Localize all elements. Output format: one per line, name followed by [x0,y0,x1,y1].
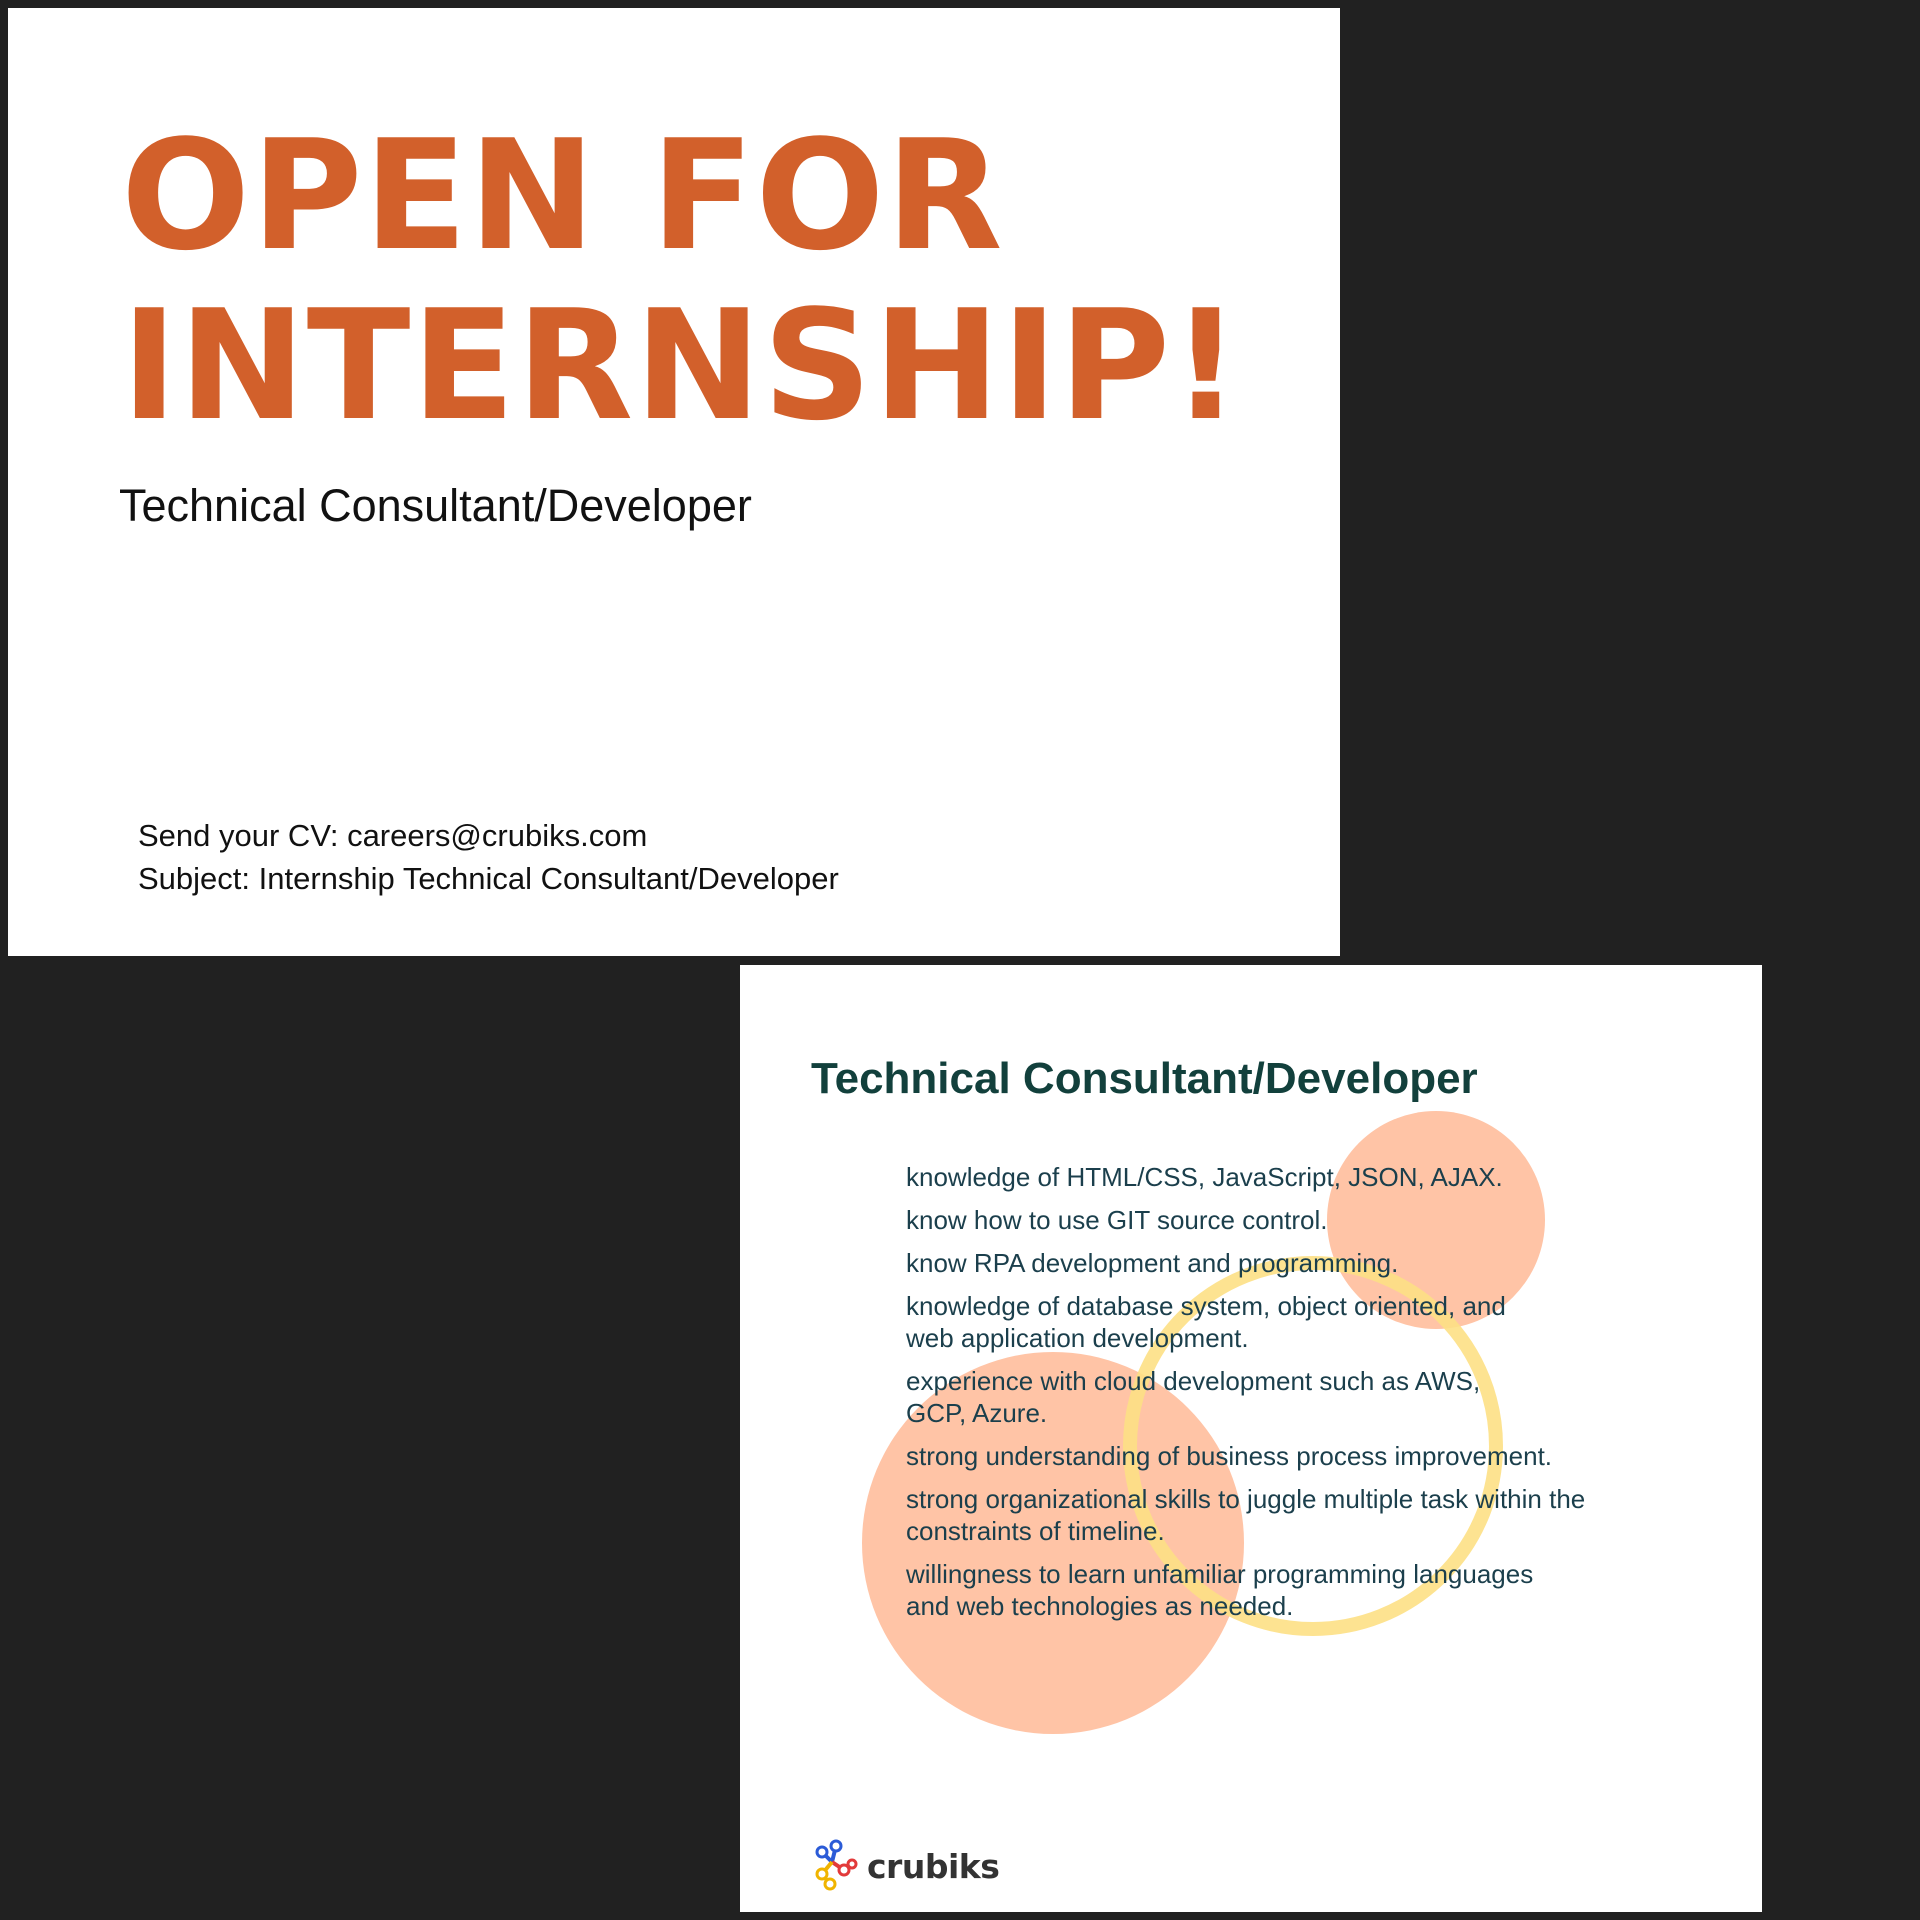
crubiks-logo-icon [808,1838,864,1894]
requirement-item: know how to use GIT source control. [906,1205,1328,1235]
crubiks-logo [808,1838,999,1894]
requirements-list [906,1161,1606,1633]
headline-internship: INTERNSHIP! [121,277,1242,454]
internship-slide [8,8,1340,956]
position-subtitle: Technical Consultant/Developer [119,480,752,531]
requirement-item: strong understanding of business process improvement. [906,1441,1553,1471]
requirements-title: Technical Consultant/Developer [811,1053,1478,1103]
requirement-item: experience with cloud development such as AWS, GCP, Azure. [906,1366,1481,1428]
headline-open-for: OPEN FOR [121,107,1004,284]
requirement-item: willingness to learn unfamiliar programming languages and web technologies as needed. [906,1559,1534,1621]
requirement-item: knowledge of HTML/CSS, JavaScript, JSON, AJAX. [906,1162,1503,1192]
contact-subject-line: Subject: Internship Technical Consultant/Developer [138,861,839,896]
requirement-item: strong organizational skills to juggle multiple task within the constraints of timeline. [906,1484,1586,1546]
crubiks-logo-text: crubiks [867,1846,1000,1886]
contact-email-line: Send your CV: careers@crubiks.com [138,818,648,853]
requirement-item: knowledge of database system, object oriented, and web application development. [906,1291,1506,1353]
requirement-item: know RPA development and programming. [906,1248,1399,1278]
requirements-slide [740,965,1762,1912]
